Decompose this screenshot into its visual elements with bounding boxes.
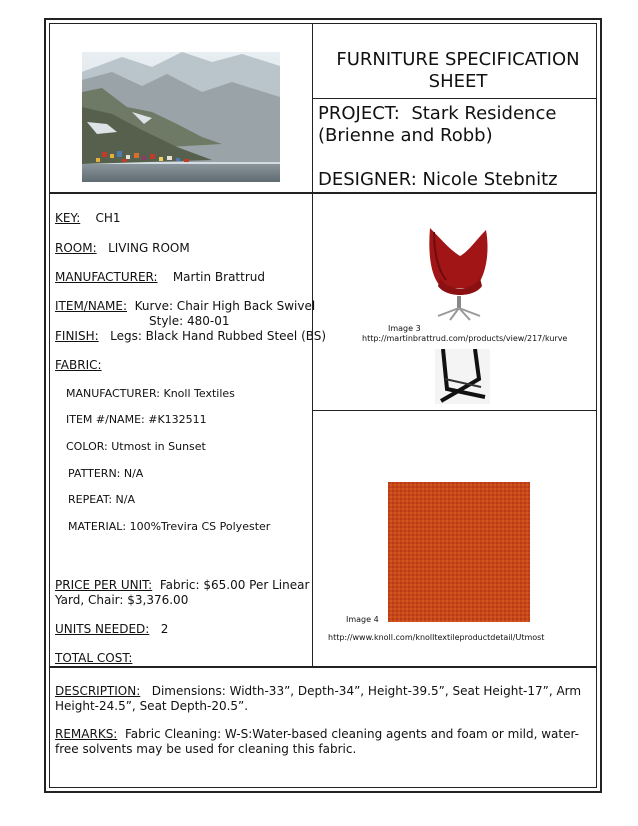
fabric-manufacturer: MANUFACTURER: Knoll Textiles: [66, 387, 235, 400]
image3-url: http://martinbrattrud.com/products/view/217/kurve: [362, 334, 568, 343]
chair-photo-graphic: [420, 222, 500, 322]
manufacturer-value: Martin Brattrud: [172, 270, 265, 284]
designer-line: [318, 169, 558, 191]
fabric-item: ITEM #/NAME: #K132511: [66, 413, 207, 426]
project-label: PROJECT:: [318, 103, 400, 124]
item-value: Kurve: Chair High Back Swivel: [134, 299, 316, 313]
fabric-pattern: PATTERN: N/A: [68, 467, 144, 480]
project-line: [318, 103, 556, 125]
description-value: Dimensions: Width-33”, Depth-34”, Height-39.5”, Seat Height-17”, Arm Height-24.5”, Seat Depth-20.5”.: [55, 684, 582, 713]
designer-value: Nicole Stebnitz: [422, 169, 558, 190]
price-value-line-1: Fabric: $65.00 Per Linear: [159, 578, 310, 592]
remarks-value: Fabric Cleaning: W-S:Water-based cleaning agents and foam or mild, water-free solvents may be used for cleaning this fabric.: [55, 727, 579, 756]
item-row: [55, 299, 315, 314]
description-block: [55, 684, 595, 714]
project-value-line-2: (Brienne and Robb): [318, 125, 493, 146]
units-row: [55, 622, 168, 637]
title-line-2: SHEET: [428, 71, 488, 92]
image4-caption: Image 4: [346, 615, 379, 624]
style-value: Style: 480-01: [149, 314, 230, 328]
fabric-swatch: [388, 482, 530, 622]
image3-caption: Image 3: [388, 324, 421, 333]
fabric-color: COLOR: Utmost in Sunset: [66, 440, 206, 453]
divider-column: [312, 24, 313, 666]
divider-title: [312, 98, 596, 99]
landscape-photo-graphic: [82, 52, 280, 182]
title-line-1: FURNITURE SPECIFICATION: [336, 49, 580, 70]
project-value: Stark Residence: [411, 103, 557, 124]
price-row: [55, 578, 309, 593]
room-value: LIVING ROOM: [108, 241, 190, 255]
sheet-inner-frame: [49, 23, 597, 788]
leg-detail-graphic: [435, 349, 490, 404]
units-value: 2: [160, 622, 169, 636]
title-block: [318, 49, 598, 93]
designer-label: DESIGNER:: [318, 169, 417, 190]
total-row: [55, 651, 132, 666]
fabric-texture: [388, 482, 530, 622]
spec-sheet: [44, 18, 602, 793]
price-label: PRICE PER UNIT:: [55, 578, 153, 592]
room-label: ROOM:: [55, 241, 97, 255]
units-label: UNITS NEEDED:: [55, 622, 150, 636]
price-value-line-2: Yard, Chair: $3,376.00: [55, 593, 189, 607]
divider-footer: [50, 666, 596, 668]
finish-label: FINISH:: [55, 329, 99, 343]
fabric-material: MATERIAL: 100%Trevira CS Polyester: [68, 520, 271, 533]
room-row: [55, 241, 190, 256]
finish-value: Legs: Black Hand Rubbed Steel (BS): [110, 329, 327, 343]
total-label: TOTAL COST:: [55, 651, 133, 665]
item-label: ITEM/NAME:: [55, 299, 128, 313]
divider-header: [50, 192, 596, 194]
fabric-repeat: REPEAT: N/A: [68, 493, 136, 506]
key-value: CH1: [95, 211, 121, 225]
remarks-label: REMARKS:: [55, 727, 118, 741]
key-label: KEY:: [55, 211, 81, 225]
remarks-block: [55, 727, 595, 757]
manufacturer-row: [55, 270, 265, 285]
divider-images: [312, 410, 596, 411]
image4-url: http://www.knoll.com/knolltextileproductdetail/Utmost: [328, 633, 545, 642]
chair-photo: [420, 222, 500, 322]
key-row: [55, 211, 121, 226]
description-label: DESCRIPTION:: [55, 684, 141, 698]
fabric-label: FABRIC:: [55, 358, 102, 372]
manufacturer-label: MANUFACTURER:: [55, 270, 158, 284]
landscape-photo: [82, 52, 280, 182]
leg-detail-photo: [435, 349, 490, 404]
finish-row: [55, 329, 326, 344]
